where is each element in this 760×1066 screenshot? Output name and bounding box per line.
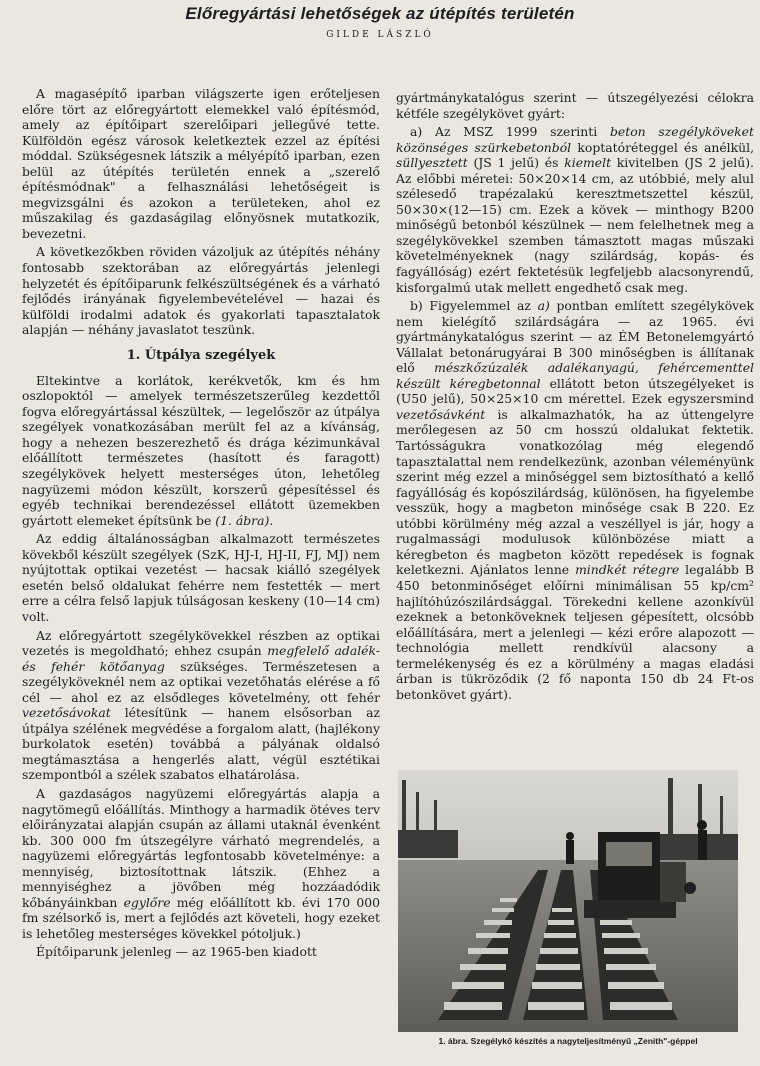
paragraph bbox=[396, 298, 754, 702]
text-run: kivitelben (JS 2 jelű). Az előbbi méretei: 50×20×14 cm, az utóbbié, mely alul szélesedő trapézalakú keresztmetszettel készül, 50×30×(12—15) cm. Ezek a kövek — minthogy B200 minőségű betonból készülnek — nem felelhetnek meg a szegélykövekkel szemben támasztott magas műszaki követelményeknek (nagy szilárdság, kopás- és fagyállóság) ezért fektetésük legfeljebb alacsonyrendű, kisforgalmú utak mellett engedhető csak meg. bbox=[396, 155, 754, 295]
text-run: legalább B 450 betonminőséget előírni minimálisan 55 kp/cm² hajlítóhúzószilárdsággal. Törekedni kellene azonkívül ezeknek a betonköveknek teljesen gépesített, olcsóbb előállítására, mert a jelenlegi — kézi erőre alapozott — technológia mellett rendkívül alacsony a termelékenység és ez a körülmény a magas eladási árban is tükröződik (2 fő naponta 150 db 24 Ft-os betonkövet gyárt). bbox=[396, 562, 755, 702]
text-run: ellátott beton útszegélyeket is (U50 jelű), 50×25×10 cm mérettel. Ezek egyszersmind bbox=[396, 375, 754, 407]
text-run: is alkalmazhatók, ha az úttengelyre merőlegesen az 50 cm hosszú oldalukat fektetik. Tartósságukra vonatkozólag még elegendő tapasztalattal nem rendelkezünk, azonban véleményünk szerint még ezzel a minőséggel sem biztosítható a kellő fagyállóság és kopószilárdság, különösen, ha figyelembe vesszük, hogy a magbeton minősége csak B 220. Ez utóbbi körülmény még azzal a veszéllyel is jár, hogy a rugalmassági modulusok különbözése miatt a kéregbeton és magbeton között repedések is fognak keletkezni. Ajánlatos lenne bbox=[396, 406, 754, 578]
emphasis: beton szegélyköveket közönséges szürkebetonból bbox=[396, 124, 754, 155]
author-name: GILDE LÁSZLÓ bbox=[326, 30, 434, 40]
paragraph bbox=[396, 124, 754, 295]
section-heading: 1. Útpálya szegélyek bbox=[126, 347, 276, 363]
text-run: b) Figyelemmel az bbox=[410, 298, 538, 314]
paragraph: Az eddig általánosságban alkalmazott természetes kövekből készült szegélyek (SzK, HJ-I, HJ-II, FJ, MJ) nem nyújtottak optikai vezetést — hacsak kiálló szegélyek esetén belső oldalukat fehérre nem festették — mert erre a célra felső lapjuk túlságosan keskeny (10—14 cm) volt. bbox=[22, 531, 380, 624]
text-run: Eltekintve a korlátok, kerékvetők, km és hm oszlopoktól — amelyek természetszerűleg kezdettől fogva előregyártással készültek, — legelőször az útpálya szegélyek vonatkozásában merült fel az a kívánság, hogy a nehezen beszerezhető és drága kézimunkával előállított természetes (hasított és faragott) szegélykövek helyett mesterséges úton, lehetőleg nagyüzemi módon készült, korszerű gépesítéssel és egyéb technikai berendezéssel ellátott üzemekben gyártott elemeket építsünk be bbox=[22, 372, 380, 528]
curb-stone-production-photo bbox=[398, 770, 738, 1032]
figure-caption: 1. ábra. Szegélykő készítés a nagyteljesítményű „Zenith"-géppel bbox=[438, 1036, 698, 1046]
emphasis: egylőre bbox=[123, 894, 171, 910]
emphasis: mészkőzúzalék adalékanyagú, fehércementtel készült kéregbetonnal bbox=[396, 360, 754, 391]
left-column bbox=[22, 86, 380, 963]
emphasis: megfelelő adalék- és fehér kötőanyag bbox=[22, 643, 380, 674]
article-title: Előregyártási lehetőségek az útépítés területén bbox=[185, 4, 575, 23]
paragraph: A magasépítő iparban világszerte igen erőteljesen előre tört az előregyártott elemekkel való építésmód, amely az építőipart szerelőipari jellegűvé tette. Külföldön egész városok keletkeztek ezzel az építési móddal. Szükségesnek látszik a mélyépítő iparban, ezen belül az útépítés területén ennek a „szerelő építésmódnak" a felhasználási lehetőségeit is megvizsgálni és azokon a területeken, ahol ez műszakilag és gazdaságilag előnyösnek mutatkozik, bevezetni. bbox=[22, 86, 380, 241]
paragraph: A következőkben röviden vázoljuk az útépítés néhány fontosabb szektorában az előregyártás jelenlegi helyzetét és építőiparunk felkészültségének és a várható fejlődés irányának figyelembevételével — hazai és külföldi irodalmi adatok és gyakorlati tapasztalatok alapján — néhány javaslatot teszünk. bbox=[22, 244, 380, 338]
emphasis: mindkét rétegre bbox=[575, 562, 680, 578]
paragraph bbox=[22, 786, 380, 941]
text-run: koptatóréteggel és anélkül, bbox=[571, 139, 755, 155]
emphasis: süllyesztett bbox=[396, 155, 468, 171]
paragraph: gyártmánykatalógus szerint — útszegélyezési célokra kétféle szegélykövet gyárt: bbox=[396, 90, 754, 121]
emphasis: vezetősávként bbox=[396, 406, 486, 422]
text-run: A gazdaságos nagyüzemi előregyártás alapja a nagytömegű előállítás. Minthogy a harmadik ötéves terv előirányzatai alapján csupán az állami utaknál évenként kb. 300 000 fm útszegélyre várható megrendelés, a nagyüzemi előregyártás legfontosabb követelménye: a mennyiség, biztosítottnak látszik. (Ehhez a mennyiséghez a jövőben még hozzáadódik kőbányáinkban bbox=[22, 785, 380, 910]
paragraph bbox=[22, 373, 380, 528]
text-run: a) Az MSZ 1999 szerinti bbox=[410, 124, 610, 140]
text-run: Az előregyártott szegélykövekkel részben az optikai vezetés is megoldható; ehhez csupán bbox=[22, 627, 380, 659]
figure-reference: (1. ábra) bbox=[215, 512, 270, 528]
emphasis: kiemelt bbox=[564, 155, 612, 171]
text-run: szükséges. Természetesen a szegélyköveknél nem az optikai vezetőhatás elérése a fő cél — ahol ez az elsődleges követelmény, ott fehér bbox=[22, 658, 380, 705]
paragraph bbox=[22, 628, 380, 783]
figure-photo bbox=[398, 770, 738, 1032]
text-run: . bbox=[269, 512, 274, 528]
text-run: pontban említett szegélykövek nem kielégítő szilárdságára — az 1965. évi gyártmánykatalógus szerint — az ÉM Betonelemgyártó Vállalat betonárugyárai B 300 minőségben is állítanak elő bbox=[396, 298, 754, 376]
right-column bbox=[396, 90, 754, 705]
text-run: létesítünk — hanem elsősorban az útpálya szélének megvédése a forgalom alatt, (hajlékony burkolatok esetén) továbbá a pályának oldalsó megtámasztása a hengerlés alatt, végül esztétikai szempontból a szélek szabatos elhatárolása. bbox=[22, 705, 380, 783]
text-run: (JS 1 jelű) és bbox=[467, 155, 565, 171]
emphasis: vezetősávokat bbox=[22, 705, 111, 721]
paragraph: Építőiparunk jelenleg — az 1965-ben kiadott bbox=[36, 944, 317, 960]
text-run: még előállított kb. évi 170 000 fm szélsorkő is, mert a fejlődés azt követeli, hogy ezeket is lehetőleg mesterséges kövekkel pótoljuk.) bbox=[22, 894, 380, 941]
emphasis: a) bbox=[537, 298, 550, 314]
